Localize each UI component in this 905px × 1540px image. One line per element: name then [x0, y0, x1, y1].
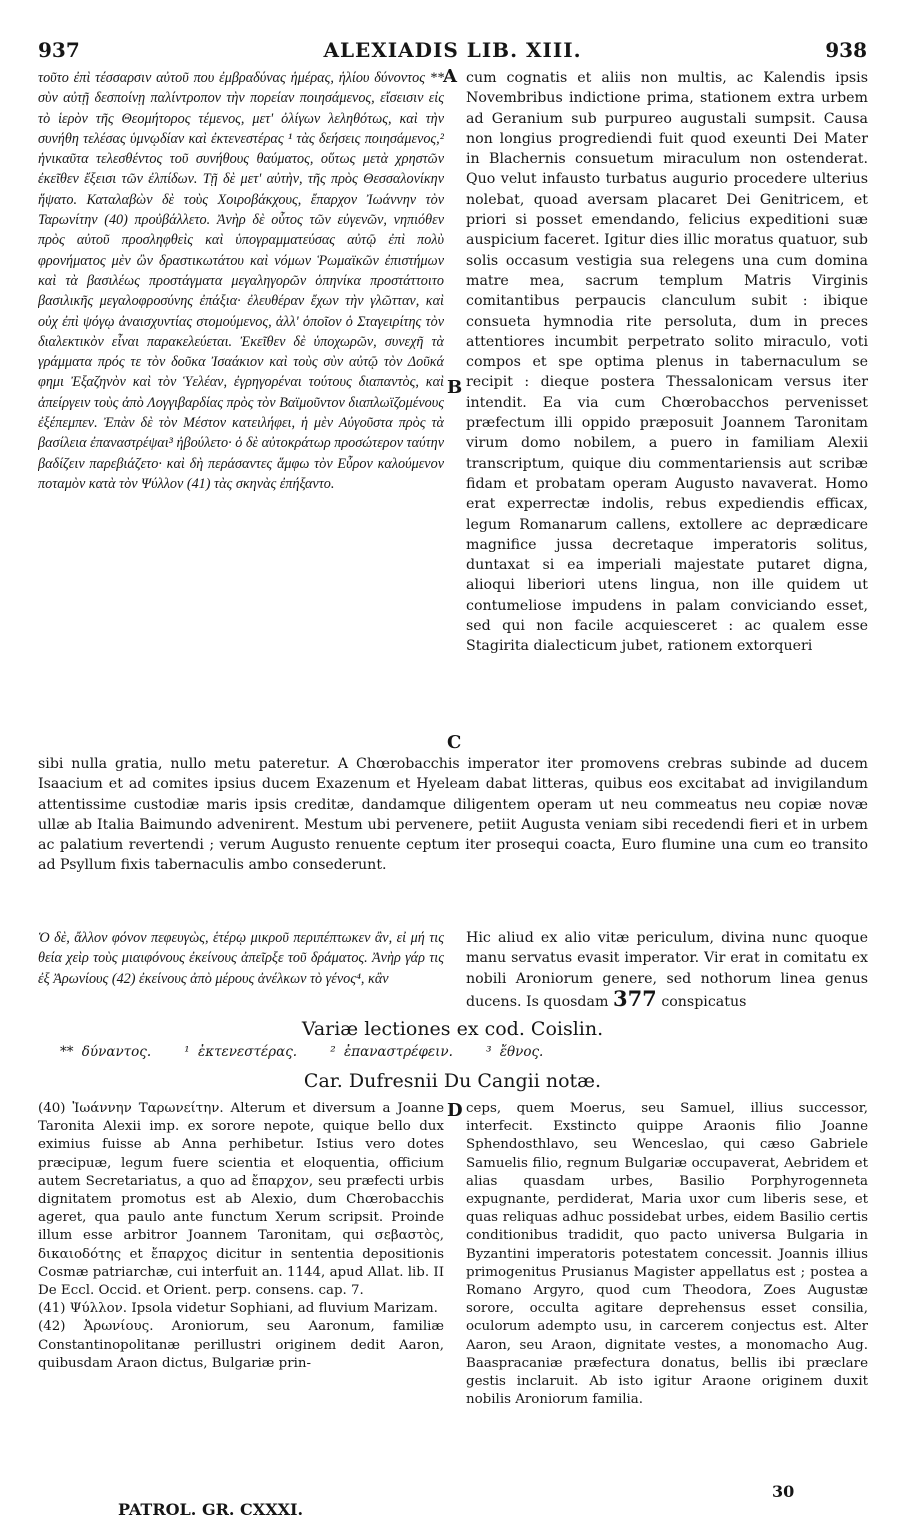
footer-series: PATROL. GR. CXXXI. — [118, 1500, 304, 1519]
latin-text-full: sibi nulla gratia, nullo metu pateretur. A Chœrobacchis imperator iter promovens crebras subinde ad ducem Isaacium et ad comites ipsius ducem Exazenum et Hyeleam dabat litteras, quibus eos excitabat ad invigilandum attentissime custodiæ maris ipsis creditæ, dandamque diligentem operam ut neu commeatus neu copiæ novæ ullæ ab Italia Baimundo advenirent. Mestum ubi pervenere, petiit Augusta veniam sibi recedendi fieri et in urbem ac palatium revertendi ; verum Augusto renuente ceptum iter prosequi coacta, Euro flumine una cum eo transito ad Psyllum fixis tabernaculis ambo consederunt. — [38, 756, 868, 874]
latin-text-bottom: Hic aliud ex alio vitæ periculum, divina nunc quoque manu servatus evasit imperator. Vir erat in comitatu ex nobili Aroniorum genere, sed nothorum linea genus ducens. Is quosdam 377 conspicatus — [466, 930, 868, 1010]
latin-column-bottom — [466, 928, 868, 1010]
note-40: (40) Ἰωάννην Ταρωνείτην. Alterum et diversum a Joanne Taronita Alexii imp. ex sorore nepote, quique bello dux eximius fuisse ab Anna perhibetur. Istius vero dotes præcipuæ, legum fuere scientia et eloquentia, officium autem Secretariatus, a quo ad ἔπαρχον, seu præfecti urbis dignitatem promotus est ab Alexio, dum Chœrobacchis ageret, qua paulo ante functum Xerum scripsit. Proinde illum esse arbitror Joannem Taronitam, qui σεβαστὸς, δικαιοδότης et ἔπαρχος dicitur in sententia depositionis Cosmæ patriarchæ, cui interfuit an. 1144, apud Allat. lib. II De Eccl. Occid. et Orient. perp. consens. cap. 7. — [38, 1101, 444, 1299]
variae-heading: Variæ lectiones ex cod. Coislin. — [301, 1018, 604, 1040]
running-header — [38, 38, 867, 64]
variant-item: ² ἐπαναστρέφειν. — [330, 1044, 453, 1060]
left-page-number: 937 — [38, 38, 80, 62]
notes-column-right — [466, 1100, 868, 1480]
running-title: ALEXIADIS LIB. XIII. — [323, 38, 582, 62]
variae-list — [60, 1044, 860, 1060]
margin-marker-d: D — [447, 1100, 463, 1121]
variant-item: ³ ἔθνος. — [486, 1044, 544, 1060]
note-41: (41) Ψύλλον. Ipsola videtur Sophiani, ad fluvium Marizam. — [38, 1301, 438, 1317]
greek-text-bottom: Ὁ δὲ, ἄλλον φόνον πεφευγὼς, ἑτέρῳ μικροῦ περιπέπτωκεν ἂν, εἰ μή τις θεία χεὶρ τοὺς μιαιφόνους ἐκείνους ἀπεῖρξε τοῦ δράματος. Ἀνὴρ γάρ τις ἐξ Ἀρωνίους (42) ἐκείνους ἀπὸ μέρους ἀνέλκων τὸ γένος⁴, κἂν — [38, 930, 444, 987]
variant-item: ** δύναντος. — [60, 1044, 152, 1060]
latin-full-width — [38, 754, 868, 924]
greek-column-top — [38, 68, 444, 752]
greek-text-top: τοῦτο ἐπὶ τέσσαρσιν αὐτοῦ που ἐμβραδύνας ἡμέρας, ἡλίου δύνοντος ** σὺν αὐτῇ δεσποίνῃ παλίντροπον τὴν πορείαν ποιησάμενος, εἴσεισιν εἰς τὸ ἱερὸν τῆς Θεομήτορος τέμενος, μετ' ὀλίγων λεληθότως, καὶ τὴν συνήθη τελέσας ὑμνῳδίαν καὶ ἐκτενεστέρας ¹ τὰς δεήσεις ποιησάμενος,² ἡνικαῦτα τελεσθέντος τοῦ συνήθους θαύματος, οὕτως μετὰ χρηστῶν ἐκεῖθεν ἔξεισι τῶν ἐλπίδων. Τῇ δὲ μετ' αὐτὴν, τῆς πρὸς Θεσσαλονίκην ἥψατο. Καταλαβὼν δὲ τοὺς Χοιροβάκχους, ἔπαρχον Ἰωάννην τὸν Ταρωνίτην (40) προὐβάλλετο. Ἀνὴρ δὲ οὗτος τῶν εὐγενῶν, νηπιόθεν πρὸς αὐτοῦ προσληφθεὶς καὶ ὑπογραμματεύσας αὐτῷ ἐπὶ πολὺ φρονήματος μὲν ὢν δραστικωτάτου καὶ νόμων Ῥωμαϊκῶν ἐπιστήμων καὶ τὰ βασιλέως προστάγματα μεγαληγορῶν ὁπηνίκα προστάττοιτο βασιλικῆς μεγαλοφροσύνης ἐπάξια· ἐλευθέραν ἔχων τὴν γλῶτταν, καὶ οὐχ ἐπὶ ψόγῳ ἀναισχυντίας στομούμενος, ἀλλ' ὁποῖον ὁ Σταγειρίτης τὸν διαλεκτικὸν εἶναι παρακελεύεται. Ἐκεῖθεν δὲ ὑποχωρῶν, συνεχῆ τὰ γράμματα πρός τε τὸν δοῦκα Ἰσαάκιον καὶ τοὺς σὺν αὐτῷ τὸν Δοῦκά φημι Ἐξαζηνὸν καὶ τὸν Ὑελέαν, ἐγρηγορέναι τούτους διαπαντὸς, καὶ ἀπείργειν τοὺς ἀπὸ Λογγιβαρδίας πρὸς τὸν Βαϊμοῦντον διαπλωϊζομένους ἐξέπεμπεν. Ἐπὰν δὲ τὸν Μέστον κατειλήφει, ἡ μὲν Αὐγοῦστα πρὸς τὰ βασίλεια ἐπαναστρέψαι³ ἠβούλετο· ὁ δὲ αὐτοκράτωρ προσώτερον ταύτην βαδίζειν παρεβιάζετο· καὶ δὴ περάσαντες ἅμφω τὸν Εὖρον καλούμενον ποταμὸν κατὰ τὸν Ψύλλον (41) τὰς σκηνὰς ἐπήξαντο. — [38, 70, 444, 492]
footer-sheet-number: 30 — [772, 1482, 795, 1501]
margin-marker-b: B — [447, 377, 463, 398]
column-page-marker: 377 — [612, 985, 657, 1010]
note-42-continued: ceps, quem Moerus, seu Samuel, illius successor, interfecit. Exstincto quippe Araonis filio Joanne Sphendosthlavo, seu Wenceslao, qui cæso Gabriele Samuelis filio, regnum Bulgariæ occupaverat, Aebridem et alias quasdam urbes, Basilio Porphyrogenneta expugnante, perdiderat, Maria uxor cum liberis sese, et quas reliquas adhuc possidebat urbes, eidem Basilio certis conditionibus tradidit, quo pacto universa Bulgaria in Byzantini imperatoris potestatem concessit. Joannis illius primogenitus Prusianus Magister appellatus est ; postea a Romano Argyro, quod cum Theodora, Zoes Augustæ sorore, occulta agitare deprehensus esset consilia, oculorum adempto usu, in carcerem conjectus est. Alter Aaron, seu Araon, dignitate vestes, a monomacho Aug. Baaspracaniæ præfectura donatus, bellis ibi præclare gestis inclaruit. Ab isto igitur Araone originem duxit nobilis Aroniorum familia. — [466, 1101, 868, 1408]
right-page-number: 938 — [825, 38, 867, 62]
notes-heading: Car. Dufresnii Du Cangii notæ. — [303, 1070, 602, 1092]
latin-text-top: cum cognatis et aliis non multis, ac Kalendis ipsis Novembribus indictione prima, stationem extra urbem ad Geranium sub purpureo augustali sumpsit. Causa non longius progrediendi fuit quod exeunti Dei Mater in Blachernis consuetum miraculum non ostenderat. Quo velut infausto turbatus augurio procedere ulterius nolebat, quoad aversam placaret Dei Genitricem, et priori si posset emendando, felicius expeditioni suæ auspicium faceret. Igitur dies illic moratus quatuor, sub solis occasum vestigia sua relegens una cum domina matre mea, sacrum templum Matris Virginis comitantibus perpaucis clanculum subit : ibique consueta hymnodia rite persoluta, dum in preces attentiores incumbit perpetrato solito miraculo, voti compos et spe optima plenus in tabernaculum se recipit : dieque postera Thessalonicam versus iter intendit. Ea via cum Chœrobacchos pervenisset præfectum illi oppido præposuit Joannem Taronitam virum domo nobilem, a puero in familiam Alexii transcriptum, quique diu commentariensis aut scribæ fidam et probatam operam Augusto navaverat. Homo erat experrectæ indolis, rebus expediendis efficax, legum Romanarum callens, extollere ac deprædicare magnifice jussa decretaque imperatoris solitus, duntaxat si ea imperiali majestate putaret digna, alioqui liberiori utens lingua, non ille quidem ut contumeliose impudens in palam conviciando esset, sed qui non facile acquiesceret : ac qualem esse Stagirita dialecticum jubet, rationem extorqueri — [466, 70, 868, 655]
greek-column-bottom — [38, 928, 444, 1010]
margin-marker-a: A — [443, 66, 457, 87]
latin-column-top — [466, 68, 868, 752]
variant-item: ¹ ἐκτενεστέρας. — [184, 1044, 298, 1060]
margin-marker-c: C — [447, 732, 462, 753]
note-42: (42) Ἀρωνίους. Aroniorum, seu Aaronum, familiæ Constantinopolitanæ perillustri originem dedit Aaron, quibusdam Araon dictus, Bulgariæ prin- — [38, 1319, 444, 1371]
notes-column-left — [38, 1100, 444, 1498]
